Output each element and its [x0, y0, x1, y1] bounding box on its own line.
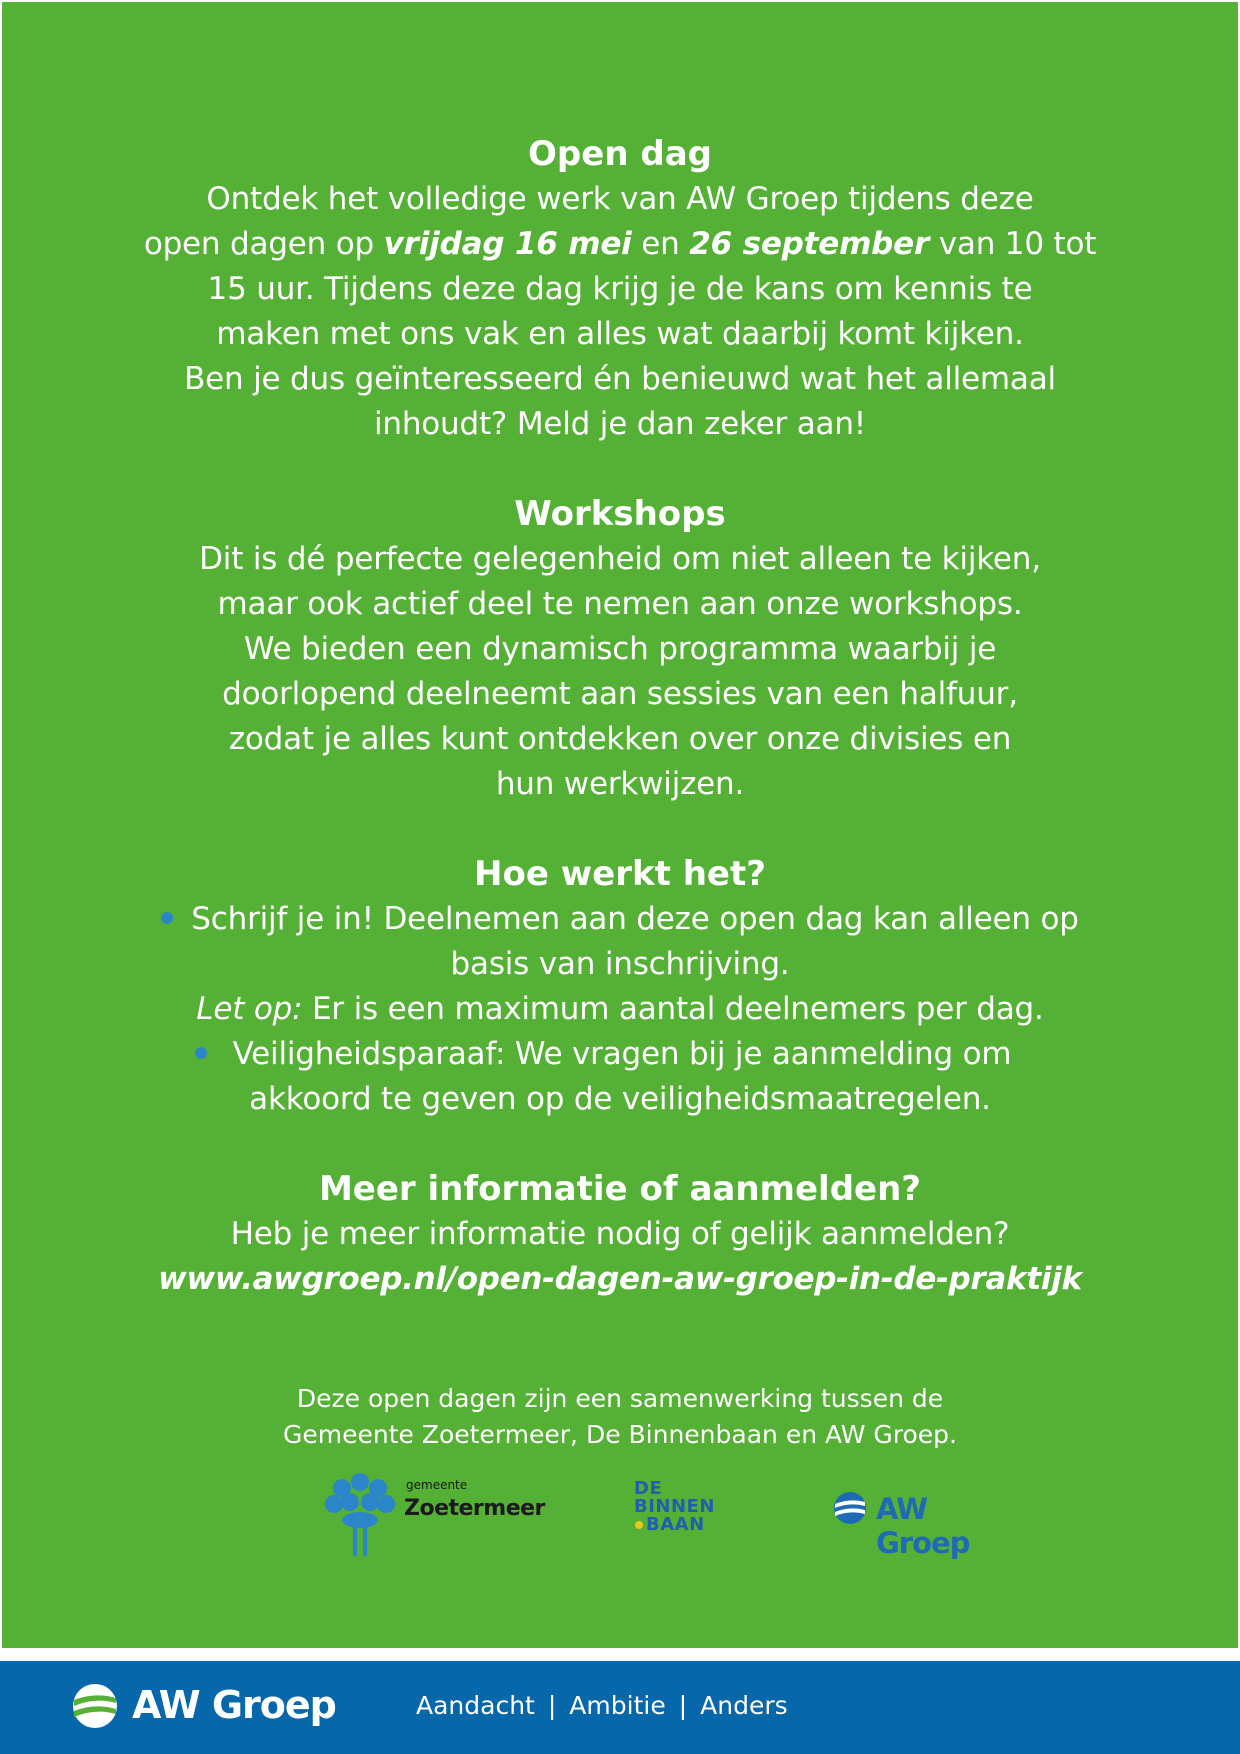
bullet-continuation: basis van inschrijving. [450, 946, 790, 982]
open-dag-line: 15 uur. Tijdens deze dag krijg je de kans om kennis te [207, 271, 1033, 307]
binnenbaan-logo [634, 1480, 734, 1540]
hoe-werkt-het-heading: Hoe werkt het? [474, 854, 766, 894]
zoetermeer-emblem-icon [320, 1470, 400, 1560]
open-dag-line: Ontdek het volledige werk van AW Groep tijdens deze [206, 181, 1034, 217]
binnenbaan-line: BAAN [646, 1514, 705, 1535]
open-dag-line: inhoudt? Meld je dan zeker aan! [373, 406, 867, 442]
open-dag-dates-line [80, 222, 1160, 267]
info-link[interactable]: www.awgroep.nl/open-dagen-aw-groep-in-de-praktijk [158, 1261, 1082, 1297]
bullet-dot-icon [161, 912, 173, 924]
zoetermeer-big-text: Zoetermeer [404, 1496, 545, 1521]
bullet-item-inschrijven [80, 897, 1160, 942]
tagline-anders: Anders [700, 1691, 788, 1720]
open-dag-line: Ben je dus geïnteresseerd én benieuwd wat het allemaal [184, 361, 1056, 397]
date-2: 26 september [689, 226, 930, 262]
open-dag-line: maken met ons vak en alles wat daarbij komt kijken. [216, 316, 1024, 352]
tagline-separator: | [547, 1691, 557, 1720]
workshops-line: hun werkwijzen. [495, 766, 745, 802]
text-span: open dagen op [143, 226, 384, 262]
footer-logo [70, 1681, 350, 1735]
workshops-heading: Workshops [514, 494, 726, 534]
awgroep-swirl-icon [832, 1490, 868, 1526]
footer-bar [0, 1661, 1240, 1754]
note-text: Er is een maximum aantal deelnemers per dag. [302, 991, 1044, 1027]
zoetermeer-logo [320, 1470, 550, 1560]
bullet-item-veiligheid [46, 1032, 1160, 1077]
awgroep-footer-swirl-icon [70, 1681, 120, 1731]
binnenbaan-leaf-icon [634, 1520, 644, 1530]
meer-info-line: Heb je meer informatie nodig of gelijk aanmelden? [230, 1216, 1010, 1252]
samenwerking-line: Deze open dagen zijn een samenwerking tussen de [296, 1384, 944, 1413]
bullet-dot-icon [195, 1047, 207, 1059]
note-label: Let op: [196, 991, 303, 1027]
spacer [80, 447, 1160, 492]
footer-tagline [416, 1691, 788, 1720]
workshops-line: We bieden een dynamisch programma waarbij je [243, 631, 997, 667]
workshops-line: zodat je alles kunt ontdekken over onze divisies en [228, 721, 1012, 757]
main-content [80, 132, 1160, 1453]
awgroep-logo-text: AW Groep [876, 1492, 970, 1560]
open-dag-heading: Open dag [528, 134, 712, 174]
bullet-text: Schrijf je in! Deelnemen aan deze open dag kan alleen op [191, 901, 1079, 937]
binnenbaan-line: BINNEN [634, 1496, 715, 1517]
bullet-continuation: akkoord te geven op de veiligheidsmaatregelen. [249, 1081, 991, 1117]
tagline-aandacht: Aandacht [416, 1691, 535, 1720]
workshops-line: doorlopend deelneemt aan sessies van een halfuur, [222, 676, 1018, 712]
note-line [80, 987, 1160, 1032]
bullet-text: Veiligheidsparaaf: We vragen bij je aanmelding om [232, 1036, 1012, 1072]
date-1: vrijdag 16 mei [383, 226, 632, 262]
partner-logos [0, 1470, 1240, 1560]
meer-info-heading: Meer informatie of aanmelden? [318, 1169, 922, 1209]
text-span: en [631, 226, 690, 262]
spacer [80, 807, 1160, 852]
footer-logo-text: AW Groep [132, 1683, 336, 1727]
workshops-line: maar ook actief deel te nemen aan onze workshops. [217, 586, 1023, 622]
tagline-ambitie: Ambitie [569, 1691, 666, 1720]
zoetermeer-small-text: gemeente [406, 1478, 468, 1492]
samenwerking-line: Gemeente Zoetermeer, De Binnenbaan en AW Groep. [282, 1420, 957, 1449]
binnenbaan-line: DE [634, 1478, 663, 1499]
spacer [80, 1302, 1160, 1381]
workshops-line: Dit is dé perfecte gelegenheid om niet alleen te kijken, [199, 541, 1041, 577]
footer-divider [0, 1648, 1240, 1661]
text-span: van 10 tot [929, 226, 1097, 262]
spacer [80, 1122, 1160, 1167]
tagline-separator: | [678, 1691, 688, 1720]
awgroep-logo [832, 1490, 1022, 1560]
